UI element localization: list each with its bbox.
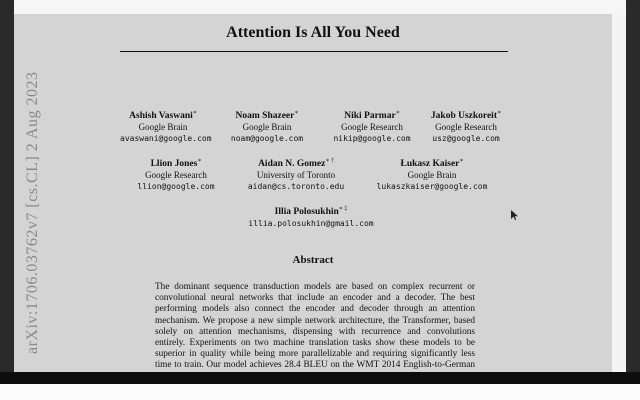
author-block xyxy=(238,204,384,229)
author-name: Noam Shazeer∗ xyxy=(235,110,299,122)
author-block xyxy=(366,156,498,192)
author-name: Ashish Vaswani∗ xyxy=(129,110,197,122)
author-name: Llion Jones∗ xyxy=(150,158,202,170)
author-affiliation: Google Research xyxy=(341,122,403,133)
author-name: Łukasz Kaiser∗ xyxy=(400,158,464,170)
author-email: nikip@google.com xyxy=(333,134,411,144)
author-email: usz@google.com xyxy=(432,134,500,144)
mouse-pointer-icon xyxy=(511,210,519,220)
author-name: Niki Parmar∗ xyxy=(344,110,400,122)
paper-title: Attention Is All You Need xyxy=(226,24,400,41)
author-name: Aidan N. Gomez∗ † xyxy=(258,158,334,170)
abstract-heading: Abstract xyxy=(292,254,334,266)
author-email: noam@google.com xyxy=(230,134,304,144)
author-affiliation: Google Research xyxy=(435,122,497,133)
window-top-edge xyxy=(0,0,640,14)
author-block xyxy=(328,108,416,144)
arxiv-identifier-stamp: arXiv:1706.03762v7 [cs.CL] 2 Aug 2023 xyxy=(24,71,41,354)
viewer-bottom-strip xyxy=(0,384,640,400)
author-name: Illia Polosukhin∗ ‡ xyxy=(274,206,348,218)
author-email: aidan@cs.toronto.edu xyxy=(247,182,345,192)
author-affiliation: Google Brain xyxy=(138,122,188,133)
author-email: avaswani@google.com xyxy=(120,134,212,144)
viewer-right-border xyxy=(626,0,640,400)
author-block xyxy=(128,156,224,192)
author-name: Jakob Uszkoreit∗ xyxy=(430,110,502,122)
author-block xyxy=(120,108,212,144)
author-email: illia.polosukhin@gmail.com xyxy=(248,219,374,229)
viewer-left-border xyxy=(0,0,14,400)
pdf-page xyxy=(14,14,612,372)
author-block xyxy=(422,108,510,144)
author-email: llion@google.com xyxy=(137,182,215,192)
author-email: lukaszkaiser@google.com xyxy=(376,182,488,192)
author-affiliation: Google Brain xyxy=(242,122,292,133)
author-block xyxy=(238,156,354,192)
author-block xyxy=(226,108,308,144)
author-affiliation: Google Research xyxy=(145,170,207,181)
abstract-text: The dominant sequence transduction models are based on complex recurrent or convolutional neural networks that include an encoder and a decoder. The best performing models also connect the encoder and decoder through an attention mechanism. We propose a new simple network architecture, the Transformer, based solely on attention mechanisms, dispensing with recurrence and convolutions entirely. Experiments on two machine translation tasks show these models to be superior in quality while being more parallelizable and requiring significantly less time to train. Our model achieves 28.4 BLEU on the WMT 2014 English-to-German xyxy=(155,282,475,371)
author-affiliation: University of Toronto xyxy=(256,170,336,181)
title-rule xyxy=(120,51,508,52)
author-affiliation: Google Brain xyxy=(407,170,457,181)
